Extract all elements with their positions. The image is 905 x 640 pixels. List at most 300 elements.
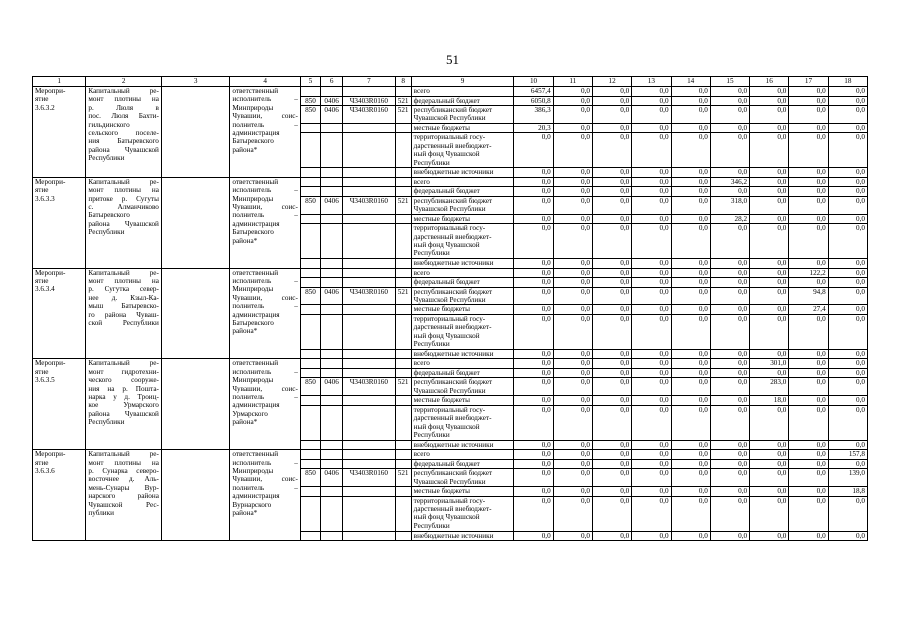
amount-cell: 0,0 [828,459,867,469]
amount-cell: 0,0 [828,305,867,315]
amount-cell: 0,0 [671,196,710,214]
budget-code-cell [343,187,395,197]
amount-cell: 0,0 [671,349,710,359]
amount-cell: 0,0 [592,268,631,278]
amount-cell: 0,0 [514,487,553,497]
budget-code-cell: 0406 [321,287,343,305]
measure-name-line: Республики [88,418,125,427]
measure-name-line: района Чувашской [88,145,159,154]
amount-cell: 0,0 [592,87,631,97]
amount-cell: 0,0 [632,133,671,168]
amount-cell: 0,0 [514,314,553,349]
amount-cell: 0,0 [514,396,553,406]
responsible-line: полнитель – [232,211,298,220]
funding-source-line: федеральный бюджет [413,368,480,377]
amount-cell: 0,0 [789,187,828,197]
budget-code-cell [343,314,395,349]
funding-source-cell [411,469,514,487]
column-header: 10 [514,77,553,87]
funding-source-line: дарственный внебюджет- [413,414,492,423]
table-row [33,87,868,97]
budget-code-cell: 521 [395,96,411,106]
amount-cell: 0,0 [592,305,631,315]
funding-source-line: Республики [413,158,450,167]
amount-cell: 0,0 [514,378,553,396]
budget-code-cell [321,224,343,259]
funding-source-cell [411,177,514,187]
responsible-line: ответственный [232,359,279,368]
measure-name-line: района Чувашской [88,409,159,418]
amount-cell: 0,0 [592,287,631,305]
amount-cell: 0,0 [750,196,789,214]
amount-cell: 0,0 [710,487,749,497]
measure-name-line: монт гидротехни- [88,367,159,376]
measure-name-line: нарка у д. Троиц- [88,393,159,402]
funding-source-line: Чувашской Республики [413,205,486,214]
responsible-line: Батыревского [232,319,274,328]
budget-code-cell: 521 [395,378,411,396]
funding-source-line: Республики [413,521,450,530]
amount-cell: 0,0 [789,349,828,359]
measure-id-cell [33,450,86,541]
amount-cell: 0,0 [632,224,671,259]
amount-cell: 0,0 [710,123,749,133]
amount-cell: 0,0 [553,405,592,440]
amount-cell: 0,0 [514,196,553,214]
funding-source-line: Республики [413,340,450,349]
page-number: 51 [446,52,459,67]
amount-cell: 0,0 [592,177,631,187]
amount-cell: 0,0 [710,168,749,178]
amount-cell: 0,0 [592,359,631,369]
amount-cell: 0,0 [789,359,828,369]
funding-source-line: Республики [413,249,450,258]
budget-code-cell [343,531,395,541]
budget-code-cell [395,459,411,469]
amount-cell: 0,0 [789,314,828,349]
measure-id-line: 3.6.3.5 [35,376,55,385]
measure-id-line: 3.6.3.6 [35,467,55,476]
amount-cell: 0,0 [632,214,671,224]
amount-cell: 27,4 [789,305,828,315]
amount-cell: 0,0 [632,287,671,305]
amount-cell: 157,8 [828,450,867,460]
amount-cell: 283,0 [750,378,789,396]
amount-cell: 0,0 [592,405,631,440]
funding-source-cell [411,368,514,378]
table-row [33,177,868,187]
funding-source-line: всего [413,177,430,186]
responsible-line: Минприроды [232,194,274,203]
funding-source-line: республиканский бюджет [413,378,493,387]
amount-cell: 346,2 [710,177,749,187]
budget-code-cell [395,450,411,460]
funding-source-line: территориальный госу- [413,405,486,414]
amount-cell: 0,0 [553,133,592,168]
budget-code-cell [300,123,320,133]
responsible-line: Чувашии, соис- [232,112,298,121]
amount-cell: 0,0 [553,123,592,133]
amount-cell: 0,0 [553,177,592,187]
budget-code-cell [321,259,343,269]
amount-cell: 0,0 [514,287,553,305]
amount-cell: 0,0 [632,450,671,460]
measure-name-line: восточнее д. Аль- [88,475,159,484]
amount-cell: 0,0 [750,187,789,197]
amount-cell: 0,0 [828,133,867,168]
funding-source-line: местные бюджеты [413,123,470,132]
budget-code-cell [300,531,320,541]
budget-code-cell: 850 [300,378,320,396]
budget-code-cell [321,87,343,97]
amount-cell: 0,0 [553,368,592,378]
amount-cell: 0,0 [553,168,592,178]
measure-name-line: монт плотины на [88,458,159,467]
budget-table [32,76,868,541]
amount-cell: 0,0 [632,469,671,487]
funding-source-cell [411,450,514,460]
column-3-cell [161,359,229,450]
measure-id-line: 3.6.3.4 [35,285,55,294]
amount-cell: 18,8 [828,487,867,497]
amount-cell: 0,0 [710,496,749,531]
funding-source-cell [411,278,514,288]
funding-source-line: местные бюджеты [413,396,470,405]
budget-code-cell: 521 [395,106,411,124]
amount-cell: 0,0 [828,349,867,359]
budget-code-cell [300,496,320,531]
amount-cell: 0,0 [671,440,710,450]
amount-cell: 0,0 [592,133,631,168]
amount-cell: 0,0 [671,450,710,460]
amount-cell: 0,0 [671,378,710,396]
amount-cell: 0,0 [592,196,631,214]
measure-name-line: Республики [88,228,125,237]
responsible-line: исполнитель – [232,186,298,195]
funding-source-line: местные бюджеты [413,214,470,223]
column-header: 6 [321,77,343,87]
budget-code-cell [395,268,411,278]
budget-code-cell [321,440,343,450]
measure-id-line: 3.6.3.2 [35,103,55,112]
amount-cell: 0,0 [671,177,710,187]
amount-cell: 0,0 [671,187,710,197]
measure-name-cell [86,177,162,268]
budget-code-cell [343,305,395,315]
amount-cell: 0,0 [553,396,592,406]
column-header: 12 [592,77,631,87]
funding-source-line: Чувашской Республики [413,386,486,395]
amount-cell: 0,0 [750,268,789,278]
amount-cell: 0,0 [789,378,828,396]
amount-cell: 0,0 [828,396,867,406]
column-header: 11 [553,77,592,87]
amount-cell: 0,0 [632,459,671,469]
amount-cell: 0,0 [750,450,789,460]
measure-name-cell [86,268,162,359]
funding-source-line: Чувашской Республики [413,114,486,123]
budget-code-cell: 521 [395,287,411,305]
amount-cell: 0,0 [671,133,710,168]
amount-cell: 386,3 [514,106,553,124]
column-header: 4 [230,77,301,87]
amount-cell: 0,0 [592,469,631,487]
amount-cell: 318,0 [710,196,749,214]
budget-code-cell [321,349,343,359]
amount-cell: 0,0 [632,405,671,440]
funding-source-line: всего [413,87,430,95]
amount-cell: 0,0 [828,359,867,369]
amount-cell: 0,0 [553,87,592,97]
amount-cell: 0,0 [710,287,749,305]
funding-source-cell [411,214,514,224]
funding-source-line: внебюджетные источники [413,349,494,358]
amount-cell: 0,0 [750,123,789,133]
responsible-line: исполнитель – [232,458,298,467]
amount-cell: 0,0 [553,487,592,497]
budget-code-cell [343,349,395,359]
funding-source-line: республиканский бюджет [413,469,493,478]
column-header: 9 [411,77,514,87]
amount-cell: 0,0 [632,177,671,187]
amount-cell: 0,0 [750,487,789,497]
amount-cell: 122,2 [789,268,828,278]
budget-code-cell [343,214,395,224]
amount-cell: 0,0 [671,214,710,224]
amount-cell: 0,0 [828,496,867,531]
measure-name-line: р. Люля в [88,103,159,112]
budget-code-cell [300,133,320,168]
responsible-line: района* [232,145,258,154]
amount-cell: 0,0 [828,314,867,349]
budget-code-cell [321,278,343,288]
measure-name-line: ской Республики [88,319,159,328]
responsible-line: района* [232,418,258,427]
amount-cell: 0,0 [632,305,671,315]
measure-name-line: Чувашской Рес- [88,500,159,509]
amount-cell: 0,0 [671,106,710,124]
amount-cell: 0,0 [632,196,671,214]
amount-cell: 0,0 [710,368,749,378]
funding-source-line: республиканский бюджет [413,196,493,205]
amount-cell: 0,0 [789,96,828,106]
measure-name-line: мень-Сунары Вур- [88,483,159,492]
amount-cell: 0,0 [789,177,828,187]
amount-cell: 0,0 [632,349,671,359]
amount-cell: 0,0 [514,177,553,187]
amount-cell: 0,0 [671,123,710,133]
amount-cell: 0,0 [671,405,710,440]
amount-cell: 0,0 [710,187,749,197]
table-row [33,268,868,278]
budget-code-cell [395,278,411,288]
budget-code-cell [395,396,411,406]
amount-cell: 0,0 [710,359,749,369]
budget-code-cell [321,531,343,541]
funding-source-line: ный фонд Чувашской [413,240,480,249]
budget-code-cell [395,224,411,259]
amount-cell: 0,0 [750,349,789,359]
amount-cell: 0,0 [632,87,671,97]
amount-cell: 0,0 [710,459,749,469]
budget-code-cell [300,214,320,224]
amount-cell: 0,0 [828,123,867,133]
measure-name-line: ния Батыревского [88,137,159,146]
amount-cell: 0,0 [750,87,789,97]
measure-name-line: Капитальный ре- [88,177,159,186]
amount-cell: 0,0 [828,96,867,106]
amount-cell: 0,0 [750,469,789,487]
amount-cell: 0,0 [789,496,828,531]
funding-source-cell [411,187,514,197]
measure-id-line: Меропри- [35,359,66,368]
amount-cell: 0,0 [828,268,867,278]
funding-source-line: федеральный бюджет [413,187,480,196]
amount-cell: 94,8 [789,287,828,305]
amount-cell: 0,0 [750,368,789,378]
budget-code-cell: Ч3403R0160 [343,378,395,396]
responsible-line: Чувашии, соис- [232,293,298,302]
amount-cell: 0,0 [592,106,631,124]
amount-cell: 0,0 [789,278,828,288]
amount-cell: 0,0 [553,214,592,224]
amount-cell: 0,0 [592,496,631,531]
amount-cell: 0,0 [710,268,749,278]
funding-source-line: ный фонд Чувашской [413,422,480,431]
budget-code-cell [321,133,343,168]
responsible-line: ответственный [232,87,279,95]
funding-source-cell [411,496,514,531]
measure-name-line: района Чувашской [88,219,159,228]
funding-source-line: федеральный бюджет [413,96,480,105]
measure-name-line: публики [88,509,114,518]
measure-id-cell [33,87,86,178]
budget-code-cell: 521 [395,469,411,487]
budget-code-cell: Ч3403R0160 [343,196,395,214]
budget-code-cell [395,214,411,224]
amount-cell: 0,0 [710,396,749,406]
responsible-line: ответственный [232,177,279,186]
responsible-cell [230,450,301,541]
amount-cell: 0,0 [789,368,828,378]
amount-cell: 0,0 [553,278,592,288]
amount-cell: 0,0 [789,123,828,133]
amount-cell: 0,0 [632,259,671,269]
responsible-line: Чувашии, соис- [232,475,298,484]
amount-cell: 0,0 [789,87,828,97]
amount-cell: 0,0 [514,349,553,359]
measure-name-line: Капитальный ре- [88,359,159,368]
amount-cell: 0,0 [632,96,671,106]
measure-name-line: Капитальный ре- [88,450,159,459]
amount-cell: 0,0 [632,496,671,531]
funding-source-cell [411,106,514,124]
funding-source-cell [411,531,514,541]
amount-cell: 0,0 [710,314,749,349]
budget-code-cell [321,305,343,315]
amount-cell: 0,0 [514,531,553,541]
funding-source-line: Чувашской Республики [413,477,486,486]
measure-name-cell [86,87,162,178]
measure-name-line: притоке р. Сугуты [88,194,159,203]
amount-cell: 0,0 [750,440,789,450]
responsible-line: Минприроды [232,103,274,112]
funding-source-line: дарственный внебюджет- [413,323,492,332]
budget-code-cell [395,440,411,450]
budget-code-cell [300,487,320,497]
amount-cell: 0,0 [750,168,789,178]
budget-code-cell [321,168,343,178]
funding-source-line: ный фонд Чувашской [413,513,480,522]
amount-cell: 0,0 [671,396,710,406]
measure-id-line: ятие [35,367,49,376]
responsible-line: Вурнарского [232,500,272,509]
amount-cell: 0,0 [710,378,749,396]
amount-cell: 0,0 [671,168,710,178]
amount-cell: 0,0 [553,440,592,450]
amount-cell: 0,0 [789,259,828,269]
funding-source-cell [411,133,514,168]
amount-cell: 0,0 [592,378,631,396]
funding-source-cell [411,305,514,315]
budget-code-cell [343,168,395,178]
column-header: 1 [33,77,86,87]
funding-source-cell [411,314,514,349]
budget-code-cell [321,359,343,369]
responsible-line: исполнитель – [232,367,298,376]
responsible-line: полнитель – [232,393,298,402]
funding-source-line: местные бюджеты [413,305,470,314]
budget-code-cell [343,368,395,378]
responsible-line: ответственный [232,450,279,459]
budget-code-cell [300,396,320,406]
budget-code-cell: 850 [300,96,320,106]
amount-cell: 0,0 [750,305,789,315]
amount-cell: 0,0 [750,224,789,259]
amount-cell: 0,0 [514,168,553,178]
amount-cell: 0,0 [671,487,710,497]
amount-cell: 0,0 [828,368,867,378]
column-3-cell [161,87,229,178]
amount-cell: 0,0 [514,305,553,315]
amount-cell: 0,0 [553,496,592,531]
funding-source-line: всего [413,268,430,277]
measure-id-line: ятие [35,95,49,104]
amount-cell: 0,0 [514,496,553,531]
amount-cell: 0,0 [710,133,749,168]
amount-cell: 0,0 [553,531,592,541]
amount-cell: 0,0 [514,224,553,259]
funding-source-line: Республики [413,430,450,439]
amount-cell: 0,0 [553,96,592,106]
amount-cell: 0,0 [750,96,789,106]
amount-cell: 0,0 [514,187,553,197]
funding-source-line: всего [413,450,430,459]
funding-source-cell [411,459,514,469]
amount-cell: 0,0 [592,368,631,378]
measure-name-line: нее д. Кзыл-Ка- [88,293,159,302]
amount-cell: 0,0 [710,469,749,487]
amount-cell: 0,0 [710,349,749,359]
responsible-line: Батыревского [232,228,274,237]
budget-code-cell [343,359,395,369]
amount-cell: 0,0 [671,459,710,469]
measure-name-line: кое Урмарского [88,401,159,410]
amount-cell: 0,0 [789,450,828,460]
budget-code-cell [343,224,395,259]
amount-cell: 0,0 [553,469,592,487]
funding-source-line: территориальный госу- [413,496,486,505]
